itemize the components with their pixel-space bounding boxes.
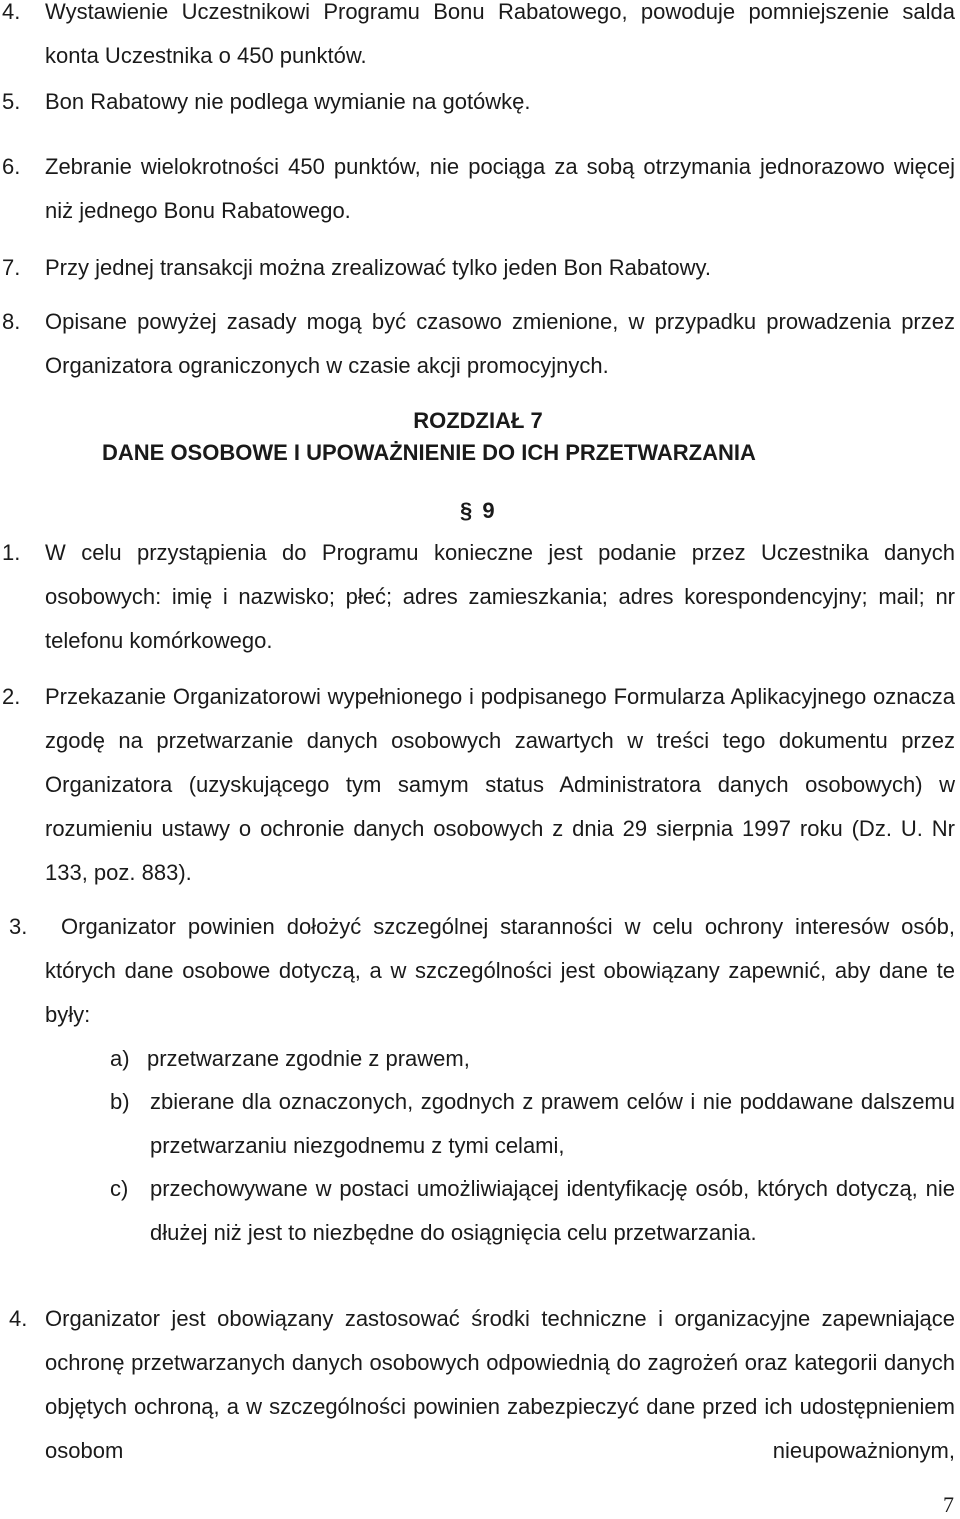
item-number: 5.	[2, 89, 21, 114]
chapter-title: ROZDZIAŁ 7	[413, 408, 543, 433]
sub-item-text: przechowywane w postaci umożliwiającej identyfikację osób, których dotyczą, nie dłużej niż jest to niezbędne do osiągnięcia celu przetwarzania.	[150, 1176, 955, 1245]
item-text: Bon Rabatowy nie podlega wymianie na gotówkę.	[45, 89, 531, 114]
sub-item-letter: c)	[110, 1176, 129, 1201]
chapter-subtitle: DANE OSOBOWE I UPOWAŻNIENIE DO ICH PRZETWARZANIA	[102, 440, 756, 465]
item-text: Zebranie wielokrotności 450 punktów, nie pociąga za sobą otrzymania jednorazowo więcej niż jednego Bonu Rabatowego.	[45, 154, 955, 223]
section-number: 9	[482, 498, 495, 523]
item-text: Wystawienie Uczestnikowi Programu Bonu Rabatowego, powoduje pomniejszenie salda konta Uczestnika o 450 punktów.	[45, 0, 955, 68]
sub-item-letter: a)	[110, 1046, 130, 1071]
item-number: 1.	[2, 540, 21, 565]
item-number: 6.	[2, 154, 21, 179]
item-text: Organizator jest obowiązany zastosować środki techniczne i organizacyjne zapewniające ochronę przetwarzanych danych osobowych odpowiednią do zagrożeń oraz kategorii danych objętych ochroną, a w szczególności powinien zabezpieczyć dane przed ich udostępnieniem osobom nieupoważnionym,	[45, 1306, 955, 1463]
item-number: 3.	[9, 914, 28, 939]
item-text: Przekazanie Organizatorowi wypełnionego i podpisanego Formularza Aplikacyjnego oznacza zgodę na przetwarzanie danych osobowych zawartych w treści tego dokumentu przez Organizatora (uzyskującego tym samym status Administratora danych osobowych) w rozumieniu ustawy o ochronie danych osobowych z dnia 29 sierpnia 1997 roku (Dz. U. Nr 133, poz. 883).	[45, 684, 955, 885]
item-text: W celu przystąpienia do Programu konieczne jest podanie przez Uczestnika danych osobowych: imię i nazwisko; płeć; adres zamieszkania; adres korespondencyjny; mail; nr telefonu komórkowego.	[45, 540, 955, 653]
item-text: Przy jednej transakcji można zrealizować tylko jeden Bon Rabatowy.	[45, 255, 712, 280]
item-number: 4.	[9, 1306, 28, 1331]
item-number: 2.	[2, 684, 21, 709]
item-text: Organizator powinien dołożyć szczególnej staranności w celu ochrony interesów osób, których dane osobowe dotyczą, a w szczególności jest obowiązany zapewnić, aby dane te były:	[45, 914, 955, 1027]
sub-item-text: zbierane dla oznaczonych, zgodnych z prawem celów i nie poddawane dalszemu przetwarzaniu niezgodnemu z tymi celami,	[150, 1089, 955, 1158]
section-symbol: §	[460, 498, 473, 523]
item-number: 7.	[2, 255, 21, 280]
item-number: 4.	[2, 0, 21, 24]
section-heading	[460, 498, 495, 524]
sub-item-text: przetwarzane zgodnie z prawem,	[147, 1046, 470, 1071]
item-text: Opisane powyżej zasady mogą być czasowo zmienione, w przypadku prowadzenia przez Organizatora ograniczonych w czasie akcji promocyjnych.	[45, 309, 955, 378]
item-number: 8.	[2, 309, 21, 334]
sub-item-letter: b)	[110, 1089, 130, 1114]
page-number: 7	[943, 1492, 954, 1517]
